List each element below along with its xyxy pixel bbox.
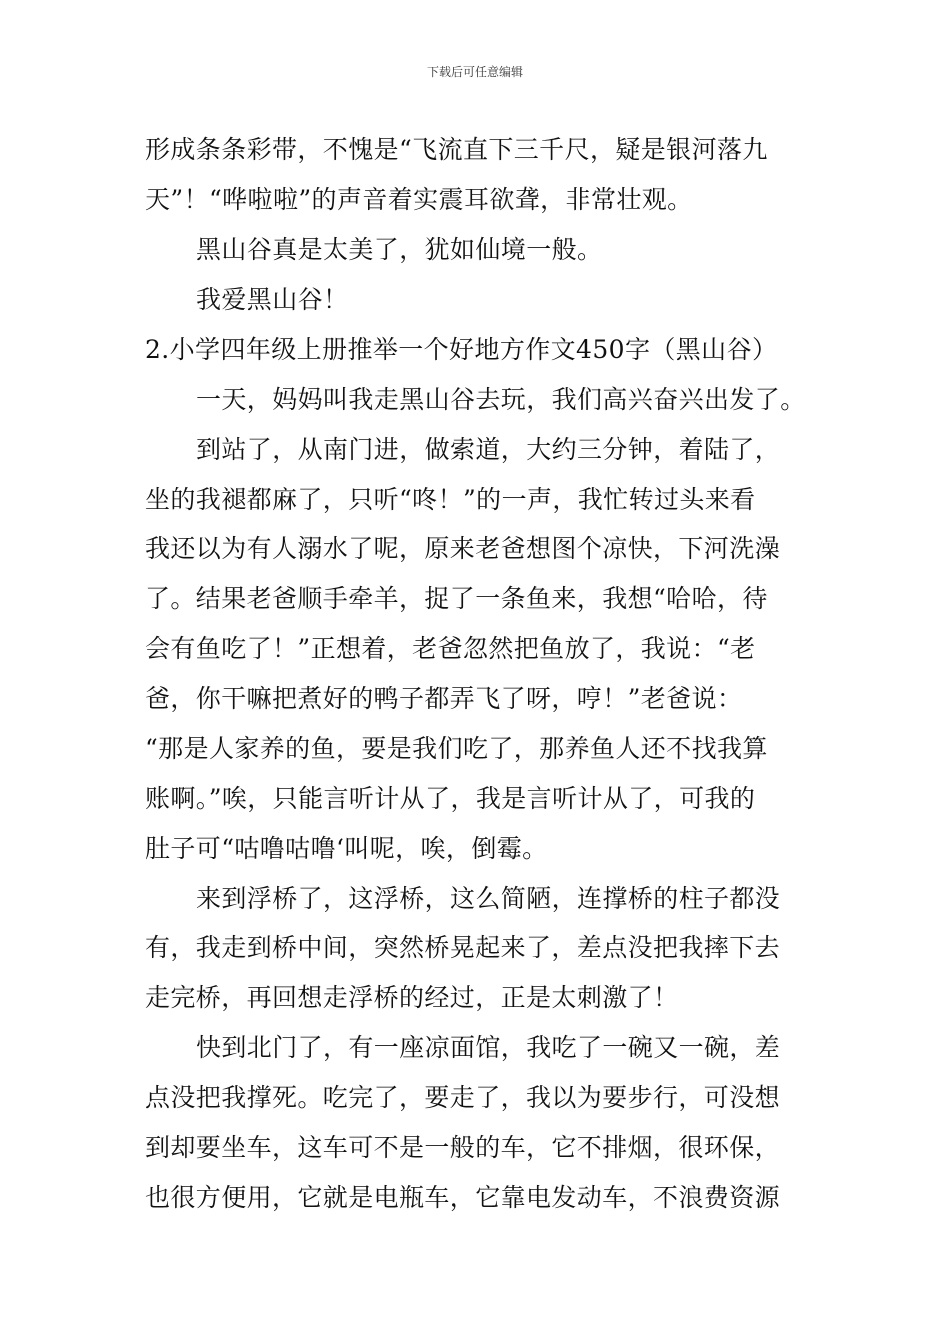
text-line-17: 有，我走到桥中间，突然桥晃起来了，差点没把我摔下去 [145, 933, 781, 962]
page-header: 下载后可任意编辑 [426, 65, 523, 79]
text-line-20: 点没把我撑死。吃完了，要走了，我以为要步行，可没想 [145, 1083, 781, 1112]
section-heading: 2.小学四年级上册推举一个好地方作文450字（黑山谷） [145, 335, 778, 364]
text-line-12: 爸，你干嘛把煮好的鸭子都弄飞了呀，哼！”老爸说： [145, 684, 743, 713]
text-line-21: 到却要坐车，这车可不是一般的车，它不排烟，很环保， [145, 1133, 781, 1162]
text-line-11: 会有鱼吃了！”正想着，老爸忽然把鱼放了，我说：“老 [145, 634, 756, 663]
text-line-3: 黑山谷真是太美了，犹如仙境一般。 [196, 235, 603, 264]
text-line-15: 肚子可“咕噜咕噜‘叫呢，唉，倒霉。 [145, 834, 548, 863]
text-line-16: 来到浮桥了，这浮桥，这么简陋，连撑桥的柱子都没 [196, 884, 781, 913]
text-line-8: 坐的我褪都麻了，只听“咚！”的一声，我忙转过头来看 [145, 485, 756, 514]
text-line-2: 天”！“哗啦啦”的声音着实震耳欲聋，非常壮观。 [145, 185, 693, 214]
text-line-13: “那是人家养的鱼，要是我们吃了，那养鱼人还不找我算 [145, 734, 768, 763]
text-line-7: 到站了，从南门进，做索道，大约三分钟，着陆了， [196, 435, 781, 464]
text-line-6: 一天，妈妈叫我走黑山谷去玩，我们高兴奋兴出发了。 [196, 385, 806, 414]
text-line-18: 走完桥，再回想走浮桥的经过，正是太刺激了！ [145, 983, 679, 1012]
text-line-22: 也很方便用，它就是电瓶车，它靠电发动车，不浪费资源 [145, 1183, 781, 1212]
text-line-19: 快到北门了，有一座凉面馆，我吃了一碗又一碗，差 [196, 1033, 781, 1062]
text-line-9: 我还以为有人溺水了呢，原来老爸想图个凉快，下河洗澡 [145, 534, 781, 563]
text-line-1: 形成条条彩带，不愧是“飞流直下三千尺，疑是银河落九 [145, 135, 768, 164]
text-line-14: 账啊。”唉，只能言听计从了，我是言听计从了，可我的 [145, 784, 756, 813]
text-line-10: 了。结果老爸顺手牵羊，捉了一条鱼来，我想“哈哈，待 [145, 584, 768, 613]
text-line-4: 我爱黑山谷！ [196, 285, 349, 314]
